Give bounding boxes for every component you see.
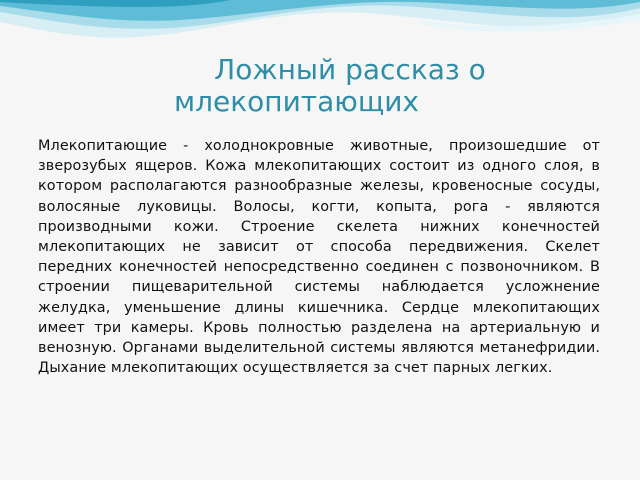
slide-title [160, 54, 540, 118]
title-line-2: млекопитающих [174, 85, 419, 118]
title-line-1: Ложный рассказ о [214, 53, 486, 86]
slide-body-text: Млекопитающие - холоднокровные животные, произошедшие от зверозубых ящеров. Кожа млекопитающих состоит из одного слоя, в котором располагаются разнообразные железы, кровеносные сосуды, волосяные луковицы. Волосы, когти, копыта, рога - являются производными кожи. Строение скелета нижних конечностей млекопитающих не зависит от способа передвижения. Скелет передних конечностей непосредственно соединен с позвоночником. В строении пищеварительной системы наблюдается усложнение желудка, уменьшение длины кишечника. Сердце млекопитающих имеет три камеры. Кровь полностью разделена на артериальную и венозную. Органами выделительной системы являются метанефридии. Дыхание млекопитающих осуществляется за счет парных легких. [38, 138, 600, 377]
